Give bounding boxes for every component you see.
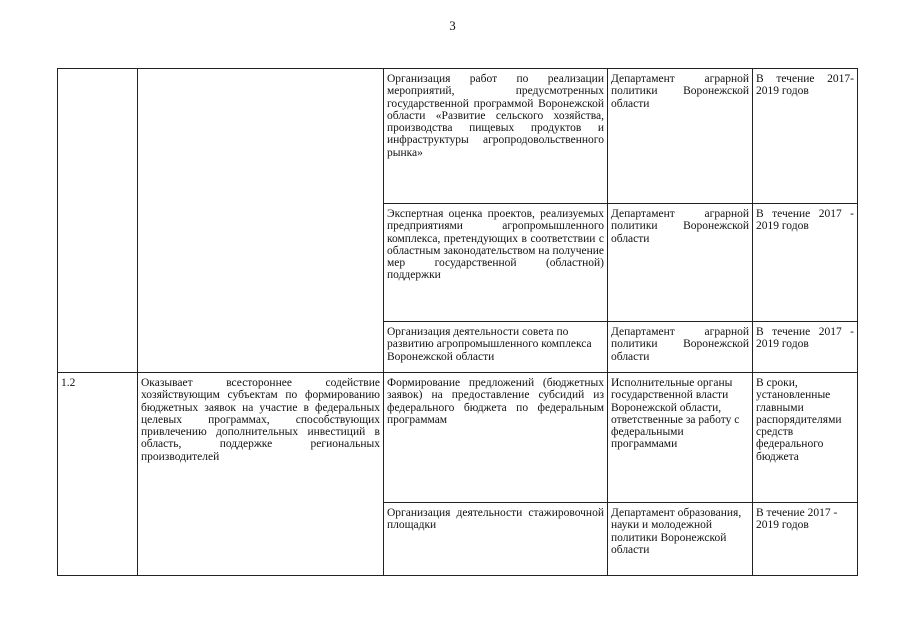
term-cell: В сроки, установленные главными распорядителями средств федерального бюджета xyxy=(753,373,858,503)
item-number-cell: 1.2 xyxy=(58,373,138,576)
executor-cell: Департамент аграрной политики Воронежской области xyxy=(608,322,753,373)
activity-cell: Организация работ по реализации мероприятий, предусмотренных государственной программой Воронежской области «Развитие сельского хозяйства, производства пищевых продуктов и инфраструктуры агропродовольственного рынка» xyxy=(384,69,608,204)
executor-cell: Департамент аграрной политики Воронежской области xyxy=(608,69,753,204)
table-row xyxy=(58,69,858,204)
executor-cell: Департамент образования, науки и молодежной политики Воронежской области xyxy=(608,503,753,576)
measures-table xyxy=(57,68,858,576)
executor-cell: Департамент аграрной политики Воронежской области xyxy=(608,204,753,322)
page-number: 3 xyxy=(449,18,456,33)
term-cell: В течение 2017 - 2019 годов xyxy=(753,322,858,373)
activity-cell: Организация деятельности стажировочной площадки xyxy=(384,503,608,576)
term-cell: В течение 2017-2019 годов xyxy=(753,69,858,204)
activity-cell: Формирование предложений (бюджетных заявок) на предоставление субсидий из федерального бюджета по федеральным программам xyxy=(384,373,608,503)
activity-cell: Экспертная оценка проектов, реализуемых предприятиями агропромышленного комплекса, претендующих в соответствии с областным законодательством на получение мер государственной (областной) поддержки xyxy=(384,204,608,322)
table-row xyxy=(58,373,858,503)
executor-cell: Исполнительные органы государственной власти Воронежской области, ответственные за работу с федеральными программами xyxy=(608,373,753,503)
item-description-cell: Оказывает всестороннее содействие хозяйствующим субъектам по формированию бюджетных заявок на участие в федеральных целевых программах, способствующих привлечению дополнительных инвестиций в область, поддержке региональных производителей xyxy=(138,373,384,576)
activity-cell: Организация деятельности совета по развитию агропромышленного комплекса Воронежской области xyxy=(384,322,608,373)
item-number-cell xyxy=(58,69,138,373)
term-cell: В течение 2017 - 2019 годов xyxy=(753,503,858,576)
item-description-cell xyxy=(138,69,384,373)
term-cell: В течение 2017 - 2019 годов xyxy=(753,204,858,322)
